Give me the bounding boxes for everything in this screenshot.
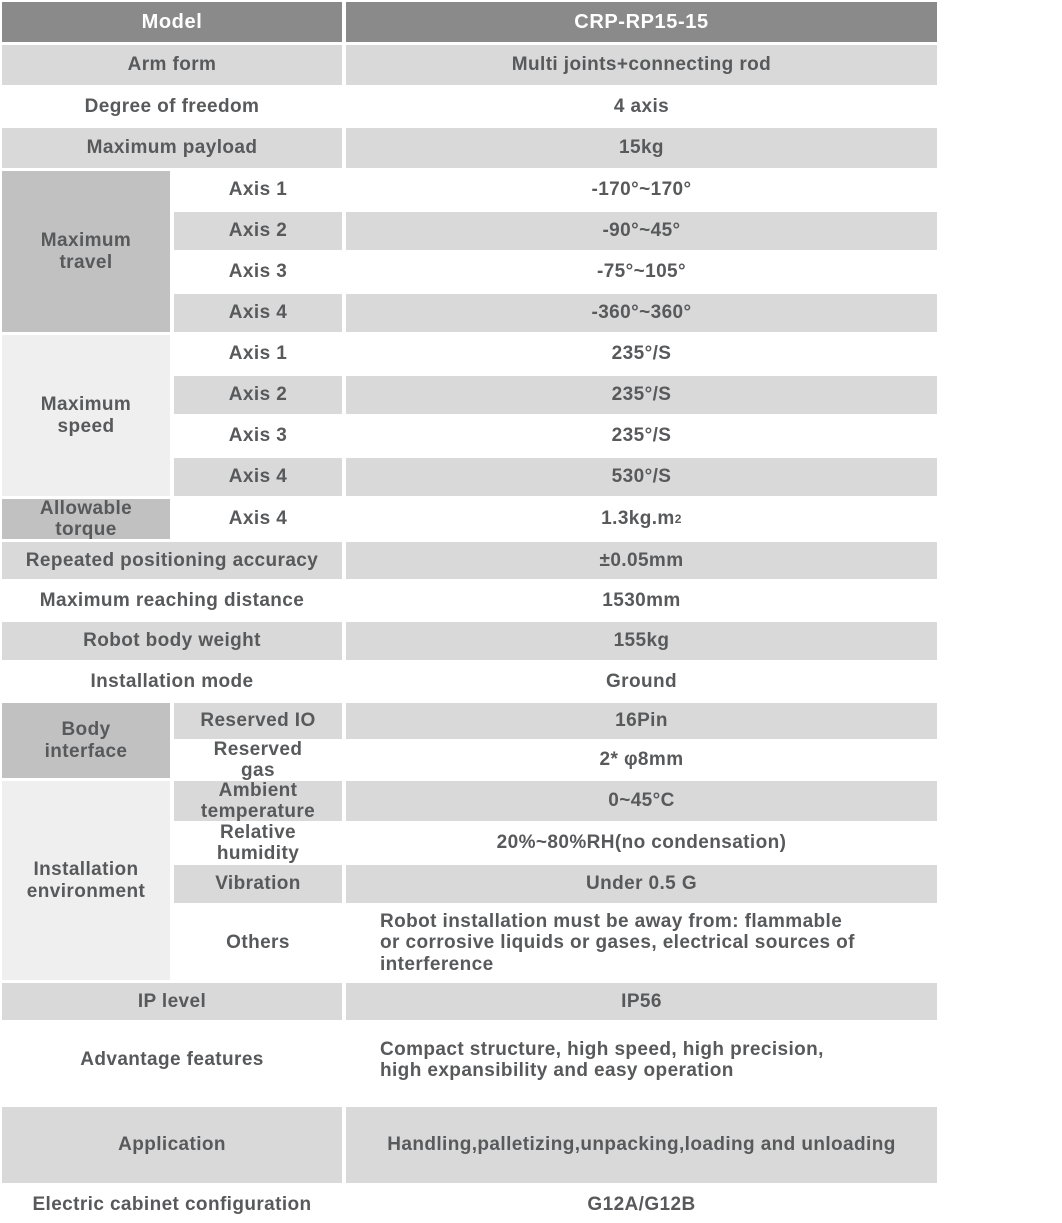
application-label: Application — [2, 1107, 342, 1183]
arm-form-label: Arm form — [2, 45, 342, 85]
speed-axis-1-value: 235°/S — [611, 343, 672, 365]
speed-axis-2-label: Axis 2 — [174, 376, 342, 414]
ip-level-label: IP level — [2, 983, 342, 1020]
travel-axis-3-value: -75°~105° — [596, 261, 687, 283]
model-header-label: Model — [2, 2, 342, 42]
advantage-features-label: Advantage features — [80, 1049, 264, 1071]
speed-axis-3-label: Axis 3 — [228, 425, 288, 447]
installation-mode-value: Ground — [606, 670, 677, 692]
model-header-value: CRP-RP15-15 — [346, 2, 937, 42]
maximum-travel-group-label: Maximum travel — [2, 171, 170, 332]
relative-humidity-label: Relative humidity — [216, 821, 300, 864]
spec-table — [2, 2, 937, 1223]
maximum-reaching-distance-value: 1530mm — [602, 589, 681, 611]
torque-axis-4-value: 1.3kg.m 2 — [601, 508, 682, 530]
maximum-speed-group-label: Maximum speed — [2, 335, 170, 496]
application-value: Handling,palletizing,unpacking,loading and unloading — [346, 1107, 937, 1183]
torque-axis-4-label: Axis 4 — [228, 508, 288, 530]
electric-cabinet-configuration-label: Electric cabinet configuration — [32, 1193, 312, 1215]
speed-axis-2-value: 235°/S — [346, 376, 937, 414]
electric-cabinet-configuration-value: G12A/G12B — [587, 1193, 696, 1215]
ambient-temperature-value: 0~45°C — [346, 781, 937, 821]
travel-axis-4-label: Axis 4 — [174, 294, 342, 332]
relative-humidity-value: 20%~80%RH(no condensation) — [496, 832, 787, 854]
travel-axis-1-label: Axis 1 — [228, 179, 288, 201]
degree-of-freedom-label: Degree of freedom — [84, 95, 260, 117]
maximum-payload-label: Maximum payload — [2, 128, 342, 168]
allowable-torque-group-label: Allowable torque — [2, 499, 170, 539]
ambient-temperature-label: Ambient temperature — [174, 781, 342, 821]
robot-body-weight-label: Robot body weight — [2, 622, 342, 660]
body-interface-group-label: Body interface — [2, 703, 170, 778]
reserved-gas-label: Reserved gas — [213, 738, 303, 781]
arm-form-value: Multi joints+connecting rod — [346, 45, 937, 85]
travel-axis-3-label: Axis 3 — [228, 261, 288, 283]
speed-axis-4-label: Axis 4 — [174, 458, 342, 496]
vibration-label: Vibration — [174, 865, 342, 903]
maximum-reaching-distance-label: Maximum reaching distance — [39, 589, 305, 611]
travel-axis-4-value: -360°~360° — [346, 294, 937, 332]
travel-axis-2-value: -90°~45° — [346, 212, 937, 250]
travel-axis-2-label: Axis 2 — [174, 212, 342, 250]
reserved-io-value: 16Pin — [346, 703, 937, 739]
speed-axis-3-value: 235°/S — [611, 425, 672, 447]
speed-axis-4-value: 530°/S — [346, 458, 937, 496]
repeated-positioning-accuracy-label: Repeated positioning accuracy — [2, 542, 342, 579]
speed-axis-1-label: Axis 1 — [228, 343, 288, 365]
reserved-gas-value: 2* φ8mm — [599, 749, 684, 771]
advantage-features-value: Compact structure, high speed, high precision, high expansibility and easy operation — [380, 1038, 824, 1081]
others-value: Robot installation must be away from: flammable or corrosive liquids or gases, electrical sources of interference — [380, 911, 855, 975]
installation-mode-label: Installation mode — [90, 670, 254, 692]
ip-level-value: IP56 — [346, 983, 937, 1020]
others-label: Others — [226, 932, 290, 954]
reserved-io-label: Reserved IO — [174, 703, 342, 739]
vibration-value: Under 0.5 G — [346, 865, 937, 903]
degree-of-freedom-value: 4 axis — [613, 95, 670, 117]
travel-axis-1-value: -170°~170° — [591, 179, 692, 201]
maximum-payload-value: 15kg — [346, 128, 937, 168]
installation-environment-group-label: Installation environment — [2, 781, 170, 980]
repeated-positioning-accuracy-value: ±0.05mm — [346, 542, 937, 579]
robot-body-weight-value: 155kg — [346, 622, 937, 660]
